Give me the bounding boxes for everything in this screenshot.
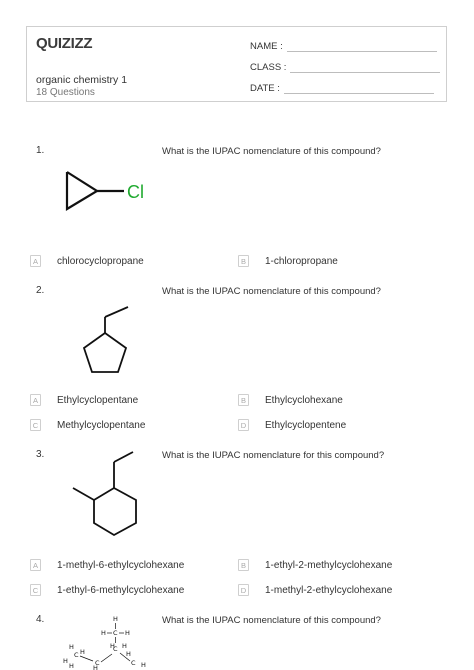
svg-text:H: H: [110, 642, 115, 650]
option-letter: A: [30, 394, 41, 406]
option-text: 1-ethyl-6-methylcyclohexane: [57, 584, 185, 596]
svg-text:H: H: [141, 661, 146, 669]
svg-text:C: C: [113, 645, 118, 653]
option-letter: B: [238, 559, 249, 571]
class-label: CLASS :: [250, 62, 287, 73]
option-letter: D: [238, 419, 249, 431]
svg-text:H: H: [122, 642, 127, 650]
option-text: 1-ethyl-2-methylcyclohexane: [265, 559, 393, 571]
date-label: DATE :: [250, 83, 280, 94]
option-text: chlorocyclopropane: [57, 255, 144, 267]
name-line[interactable]: [287, 43, 437, 52]
option-letter: A: [30, 559, 41, 571]
option-b[interactable]: [238, 559, 392, 571]
svg-text:H: H: [125, 629, 130, 637]
name-label: NAME :: [250, 41, 283, 52]
option-a[interactable]: [30, 559, 184, 571]
svg-text:C: C: [113, 629, 118, 637]
option-letter: D: [238, 584, 249, 596]
svg-text:H: H: [69, 643, 74, 651]
svg-text:C: C: [95, 659, 100, 667]
svg-text:H: H: [69, 662, 74, 670]
quizizz-logo: QUIZIZZ: [36, 35, 93, 52]
option-a[interactable]: [30, 255, 144, 267]
question-text: What is the IUPAC nomenclature of this compound?: [162, 146, 381, 157]
svg-text:H: H: [101, 629, 106, 637]
expanded-structural-formula: [60, 612, 160, 670]
option-text: Ethylcyclohexane: [265, 394, 343, 406]
chlorine-label: Cl: [127, 182, 144, 202]
option-d[interactable]: [238, 584, 392, 596]
option-text: Ethylcyclopentane: [57, 394, 139, 406]
question-text: What is the IUPAC nomenclature of this compound?: [162, 286, 381, 297]
option-letter: A: [30, 255, 41, 267]
option-a[interactable]: [30, 394, 138, 406]
date-field[interactable]: [250, 83, 434, 94]
option-b[interactable]: [238, 394, 343, 406]
name-field[interactable]: [250, 41, 437, 52]
svg-text:H: H: [80, 648, 85, 656]
question-number: 1.: [36, 145, 45, 156]
option-letter: C: [30, 419, 41, 431]
svg-text:C: C: [131, 659, 136, 667]
svg-text:H: H: [113, 615, 118, 623]
option-c[interactable]: [30, 419, 145, 431]
date-line[interactable]: [284, 85, 434, 94]
class-field[interactable]: [250, 62, 440, 73]
option-c[interactable]: [30, 584, 184, 596]
ethylcyclopentane-structure: [78, 313, 138, 378]
option-letter: B: [238, 394, 249, 406]
option-b[interactable]: [238, 255, 338, 267]
option-letter: B: [238, 255, 249, 267]
question-number: 2.: [36, 285, 45, 296]
svg-text:C: C: [74, 651, 79, 659]
svg-text:H: H: [126, 650, 131, 658]
option-text: 1-chloropropane: [265, 255, 338, 267]
question-number: 3.: [36, 449, 45, 460]
svg-text:H: H: [93, 664, 98, 670]
worksheet-header: [26, 26, 447, 102]
option-d[interactable]: [238, 419, 346, 431]
question-text: What is the IUPAC nomenclature of this compound?: [162, 615, 381, 626]
class-line[interactable]: [290, 64, 440, 73]
question-number: 4.: [36, 614, 45, 625]
option-text: Ethylcyclopentene: [265, 419, 347, 431]
worksheet-title: organic chemistry 1: [36, 74, 128, 86]
question-count: 18 Questions: [36, 87, 95, 98]
option-text: 1-methyl-2-ethylcyclohexane: [265, 584, 393, 596]
option-text: 1-methyl-6-ethylcyclohexane: [57, 559, 185, 571]
chlorocyclopropane-structure: [60, 165, 160, 215]
option-text: Methylcyclopentane: [57, 419, 146, 431]
svg-text:H: H: [63, 657, 68, 665]
option-letter: C: [30, 584, 41, 596]
question-text: What is the IUPAC nomenclature for this compound?: [162, 450, 385, 461]
ethylmethylcyclohexane-structure: [70, 450, 150, 540]
